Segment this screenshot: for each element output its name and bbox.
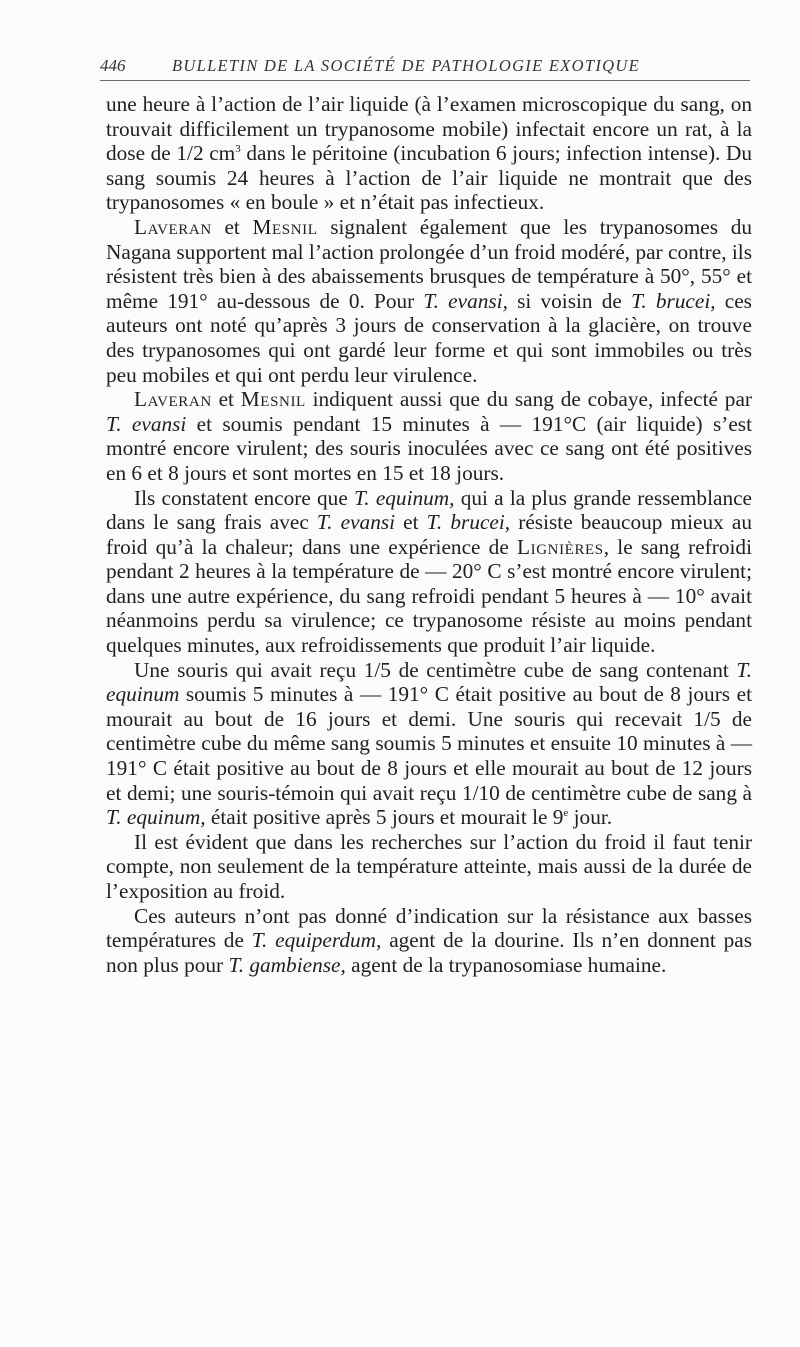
text-run: Une souris qui avait reçu 1/5 de centimètre cube de sang contenant <box>134 657 737 682</box>
text-run: , le sang refroidi pendant 2 heures à la température de — 20° C s’est montré encore virulent; dans une autre expérience, du sang refroidi pendant 5 heures à — 10° avait néanmoins perdu sa virulence; ce trypanosome résiste au moins pendant quelques minutes, aux refroidissements que produit l’air liquide. <box>106 534 752 658</box>
running-title: BULLETIN DE LA SOCIÉTÉ DE PATHOLOGIE EXOTIQUE <box>172 56 640 75</box>
species-name: T. evansi, <box>423 288 508 313</box>
text-run: Ces auteurs n’ont pas donné d’indication sur la résistance aux basses températures de <box>106 903 752 953</box>
author-name: Lignières <box>517 534 604 559</box>
species-name: T. equiperdum, <box>251 928 382 953</box>
text-run: ces auteurs ont noté qu’après 3 jours de conservation à la glacière, on trouve des trypanosomes qui ont gardé leur forme et qui sont immobiles ou très peu mobiles et qui ont perdu leur virulence. <box>106 288 752 387</box>
text-run: était positive après 5 jours et mourait le 9 <box>205 805 564 830</box>
text-run: et soumis pendant 15 minutes à — 191°C (air liquide) s’est montré encore virulent; des souris inoculées avec ce sang ont été positives en 6 et 8 jours et sont mortes en 15 et 18 jours. <box>106 411 752 485</box>
text-run: qui a la plus grande ressemblance dans le sang frais avec <box>106 485 752 535</box>
paragraph-5 <box>106 658 752 830</box>
text-run: résiste beaucoup mieux au froid qu’à la chaleur; dans une expérience de <box>106 510 752 559</box>
page-number: 446 <box>100 56 126 75</box>
paragraph-1 <box>106 92 752 215</box>
species-name: T. evansi <box>316 510 396 535</box>
text-run: si voisin de <box>507 288 632 313</box>
superscript: e <box>563 807 569 820</box>
text-run: jour. <box>568 805 613 830</box>
text-run: soumis 5 minutes à — 191° C était positive au bout de 8 jours et mourait au bout de 16 jours et demi. Une souris qui recevait 1/5 de centimètre cube du même sang soumis 5 minutes et ensuite 10 minutes à — 191° C était positive au bout de 8 jours et elle mourait au bout de 12 jours et demi; une souris-témoin qui avait reçu 1/10 de centimètre cube de sang à <box>106 682 752 805</box>
species-name: T. equinum, <box>106 805 206 830</box>
species-name: T. brucei, <box>631 288 716 313</box>
text-run: dans le péritoine (incubation 6 jours; infection intense). Du sang soumis 24 heures à l’action de l’air liquide ne montrait que des trypanosomes « en boule » et n’était pas infectieux. <box>106 141 753 215</box>
author-name: Laveran <box>134 387 212 412</box>
text-run: indiquent aussi que du sang de cobaye, infecté par <box>305 387 752 412</box>
running-header <box>100 54 750 81</box>
species-name: T. evansi <box>106 411 187 436</box>
species-name: T. equinum <box>106 657 752 707</box>
text-run: agent de la dourine. Ils n’en donnent pas non plus pour <box>106 928 753 977</box>
author-name: Mesnil <box>252 214 318 239</box>
text-run: Il est évident que dans les recherches sur l’action du froid il faut tenir compte, non seulement de la température atteinte, mais aussi de la durée de l’exposition au froid. <box>106 829 752 903</box>
text-run: et <box>211 214 253 239</box>
superscript: 3 <box>235 143 241 156</box>
author-name: Laveran <box>134 214 212 239</box>
paragraph-4 <box>106 486 752 658</box>
author-name: Mesnil <box>240 387 306 412</box>
text-run: et <box>211 387 241 412</box>
paragraph-2 <box>106 215 752 387</box>
species-name: T. gambiense, <box>228 952 346 977</box>
text-run: et <box>395 510 427 535</box>
text-run: Ils constatent encore que <box>134 485 355 510</box>
species-name: T. equinum, <box>354 485 455 510</box>
text-run: agent de la trypanosomiase humaine. <box>345 952 667 977</box>
article-body <box>106 92 752 977</box>
species-name: T. brucei, <box>426 510 511 535</box>
text-run: une heure à l’action de l’air liquide (à l’examen microscopique du sang, on trouvait difficilement un trypanosome mobile) infectait encore un rat, à la dose de 1/2 cm <box>106 92 752 166</box>
paragraph-7 <box>106 904 752 978</box>
paragraph-6 <box>106 830 752 904</box>
paragraph-3 <box>106 387 752 485</box>
text-run: signalent également que les trypanosomes du Nagana supportent mal l’action prolongée d’un froid modéré, par contre, ils résistent très bien à des abaissements brusques de température à 50°, 55° et même 191° au-dessous de 0. Pour <box>106 214 752 313</box>
